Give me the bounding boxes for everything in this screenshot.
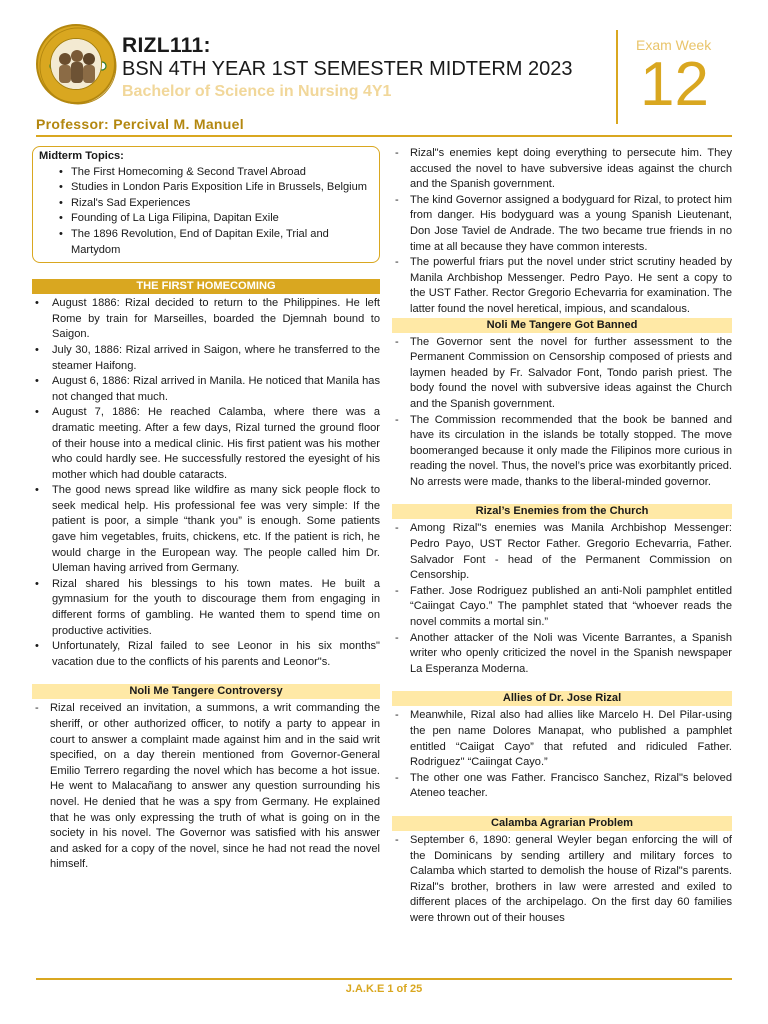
footer-rule [36, 978, 732, 980]
section-heading-noli-controversy: Noli Me Tangere Controversy [32, 684, 380, 699]
topic-item: • The First Homecoming & Second Travel Abroad [59, 165, 373, 181]
midterm-topics-box [32, 146, 380, 263]
section-heading-allies: Allies of Dr. Jose Rizal [392, 691, 732, 706]
list-item: - The Commission recommended that the book be banned and have its circulation in the islands be totally stopped. The move boomeranged because it only made the Filipinos more curious in reading the novel. Thus, the novel’s price was exorbitantly priced. No arrests were made, thanks to the liberal-minded governor. [392, 413, 732, 491]
topic-item: • Studies in London Paris Exposition Life in Brussels, Belgium [59, 180, 373, 196]
topics-list [39, 165, 373, 259]
page-footer: J.A.K.E 1 of 25 [345, 983, 423, 995]
noli-controversy-list [32, 701, 380, 873]
list-item: - Rizal"s enemies kept doing everything to persecute him. They accused the novel to have subversive ideas against the church and the Spanish government. [392, 146, 732, 193]
section-heading-noli-banned: Noli Me Tangere Got Banned [392, 318, 732, 333]
professor-name: Professor: Percival M. Manuel [36, 116, 244, 132]
list-item: • July 30, 1886: Rizal arrived in Saigon, where he transferred to the steamer Haifong. [32, 343, 380, 374]
list-item: • Unfortunately, Rizal failed to see Leonor in his six months" vacation due to the conflicts of his parents and Leonor"s. [32, 639, 380, 670]
logo-group-photo [50, 38, 102, 90]
first-homecoming-list [32, 296, 380, 670]
section-heading-first-homecoming: THE FIRST HOMECOMING [32, 279, 380, 294]
list-item: • Rizal shared his blessings to his town mates. He built a gymnasium for the youth to discourage them from engaging in different forms of gambling. He wanted them to spend time on productive activities. [32, 577, 380, 639]
right-intro-list [392, 146, 732, 318]
right-column [392, 146, 732, 927]
list-item: - Among Rizal"s enemies was Manila Archbishop Messenger: Pedro Payo, UST Rector Father. Gregorio Echevarria, Father. Salvador Font - head of the Permanent Commission on Censorship. [392, 521, 732, 583]
topic-item: • The 1896 Revolution, End of Dapitan Exile, Trial and Martydom [59, 227, 373, 258]
calamba-list [392, 833, 732, 927]
list-item: - The Governor sent the novel for further assessment to the Permanent Commission on Censorship composed of priests and laymen headed by Fr. Salvador Font, Tondo parish priest. The body found the novel with subversive ideas against the Church and the Spanish government. [392, 335, 732, 413]
exam-title: BSN 4TH YEAR 1ST SEMESTER MIDTERM 2023 [122, 58, 573, 80]
section-heading-calamba: Calamba Agrarian Problem [392, 816, 732, 831]
page-header [0, 0, 768, 132]
header-divider [616, 30, 618, 124]
enemies-church-list [392, 521, 732, 677]
allies-list [392, 708, 732, 802]
list-item: - The powerful friars put the novel under strict scrutiny headed by Manila Archbishop Messenger. Pedro Payo. He sent a copy to the UST Father. Rector Gregorio Echevarria for examination. The latter found the novel heretical, impious, and scandalous. [392, 255, 732, 317]
header-rule [36, 135, 732, 137]
list-item: • The good news spread like wildfire as many sick people flock to seek medical help. His professional fee was very simple: If the patient is poor, a simple “thank you” is enough. Some patients gave him vegetables, fruits, chickens, etc. If the patient is rich, he would charge in the European way. The people called him Dr. Uleman having arrived from Germany. [32, 483, 380, 577]
list-item: - The other one was Father. Francisco Sanchez, Rizal"s beloved Ateneo teacher. [392, 771, 732, 802]
list-item: • August 1886: Rizal decided to return to the Philippines. He left Rome by train for Marseilles, boarded the Djemnah bound to Saigon. [32, 296, 380, 343]
jake-reviewer-logo [36, 24, 116, 104]
topic-item: • Founding of La Liga Filipina, Dapitan Exile [59, 211, 373, 227]
section-heading-enemies-church: Rizal’s Enemies from the Church [392, 504, 732, 519]
list-item: - Rizal received an invitation, a summons, a writ commanding the sheriff, or other authorized officer, to notify a party to appear in court to answer a complaint made against him and in the said writ specified, on a day therein mentioned from Governor-General Emilio Terrero regarding the novel which has become a hot issue. He went to Malacañang to answer any question surrounding his novel. He denied that he was a spy from Germany. He explained that he was only expressing the truth of what is going on in the society in his novel. The Governor was satisfied with his answer and asked for a copy of the novel, since he had not read the novel himself. [32, 701, 380, 873]
noli-banned-list [392, 335, 732, 491]
exam-week-number: 12 [640, 50, 709, 119]
list-item: - September 6, 1890: general Weyler began enforcing the will of the Dominicans by sending artillery and military forces to Calamba which started to demolish the house of Rizal"s parents. Rizal"s brother, brothers in law were arrested and exiled to different places of the archipelago. On the first day 60 families were thrown out of their houses [392, 833, 732, 927]
list-item: • August 6, 1886: Rizal arrived in Manila. He noticed that Manila has not changed that much. [32, 374, 380, 405]
course-code: RIZL111: [122, 34, 211, 57]
topics-title: Midterm Topics: [39, 150, 124, 162]
list-item: - Another attacker of the Noli was Vicente Barrantes, a Spanish writer who openly criticized the novel in the Spanish newspaper La Esperanza Moderna. [392, 631, 732, 678]
list-item: - Meanwhile, Rizal also had allies like Marcelo H. Del Pilar-using the pen name Dolores Manapat, who published a pamphlet entitled “Caiigat Cayo” that refuted and ridiculed Father. Rodriguez" “Caiingat Cayo.” [392, 708, 732, 770]
list-item: - The kind Governor assigned a bodyguard for Rizal, to protect him from danger. His bodyguard was a young Spanish Lieutenant, Don Jose Taviel de Andrade. The two became true friends in no time at all because they have common interests. [392, 193, 732, 255]
list-item: - Father. Jose Rodriguez published an anti-Noli pamphlet entitled “Caiingat Cayo.” The pamphlet stated that “whoever reads the novel commits a mortal sin.” [392, 584, 732, 631]
program-name: Bachelor of Science in Nursing 4Y1 [122, 83, 392, 100]
exam-week-label: Exam Week [636, 37, 712, 53]
left-column [32, 146, 380, 873]
topic-item: • Rizal's Sad Experiences [59, 196, 373, 212]
list-item: • August 7, 1886: He reached Calamba, where there was a dramatic meeting. After a few days, Rizal turned the ground floor of their house into a medical clinic. His first patient was his mother who could hardly see. He successfully restored the eyesight of his mother which had double cataracts. [32, 405, 380, 483]
